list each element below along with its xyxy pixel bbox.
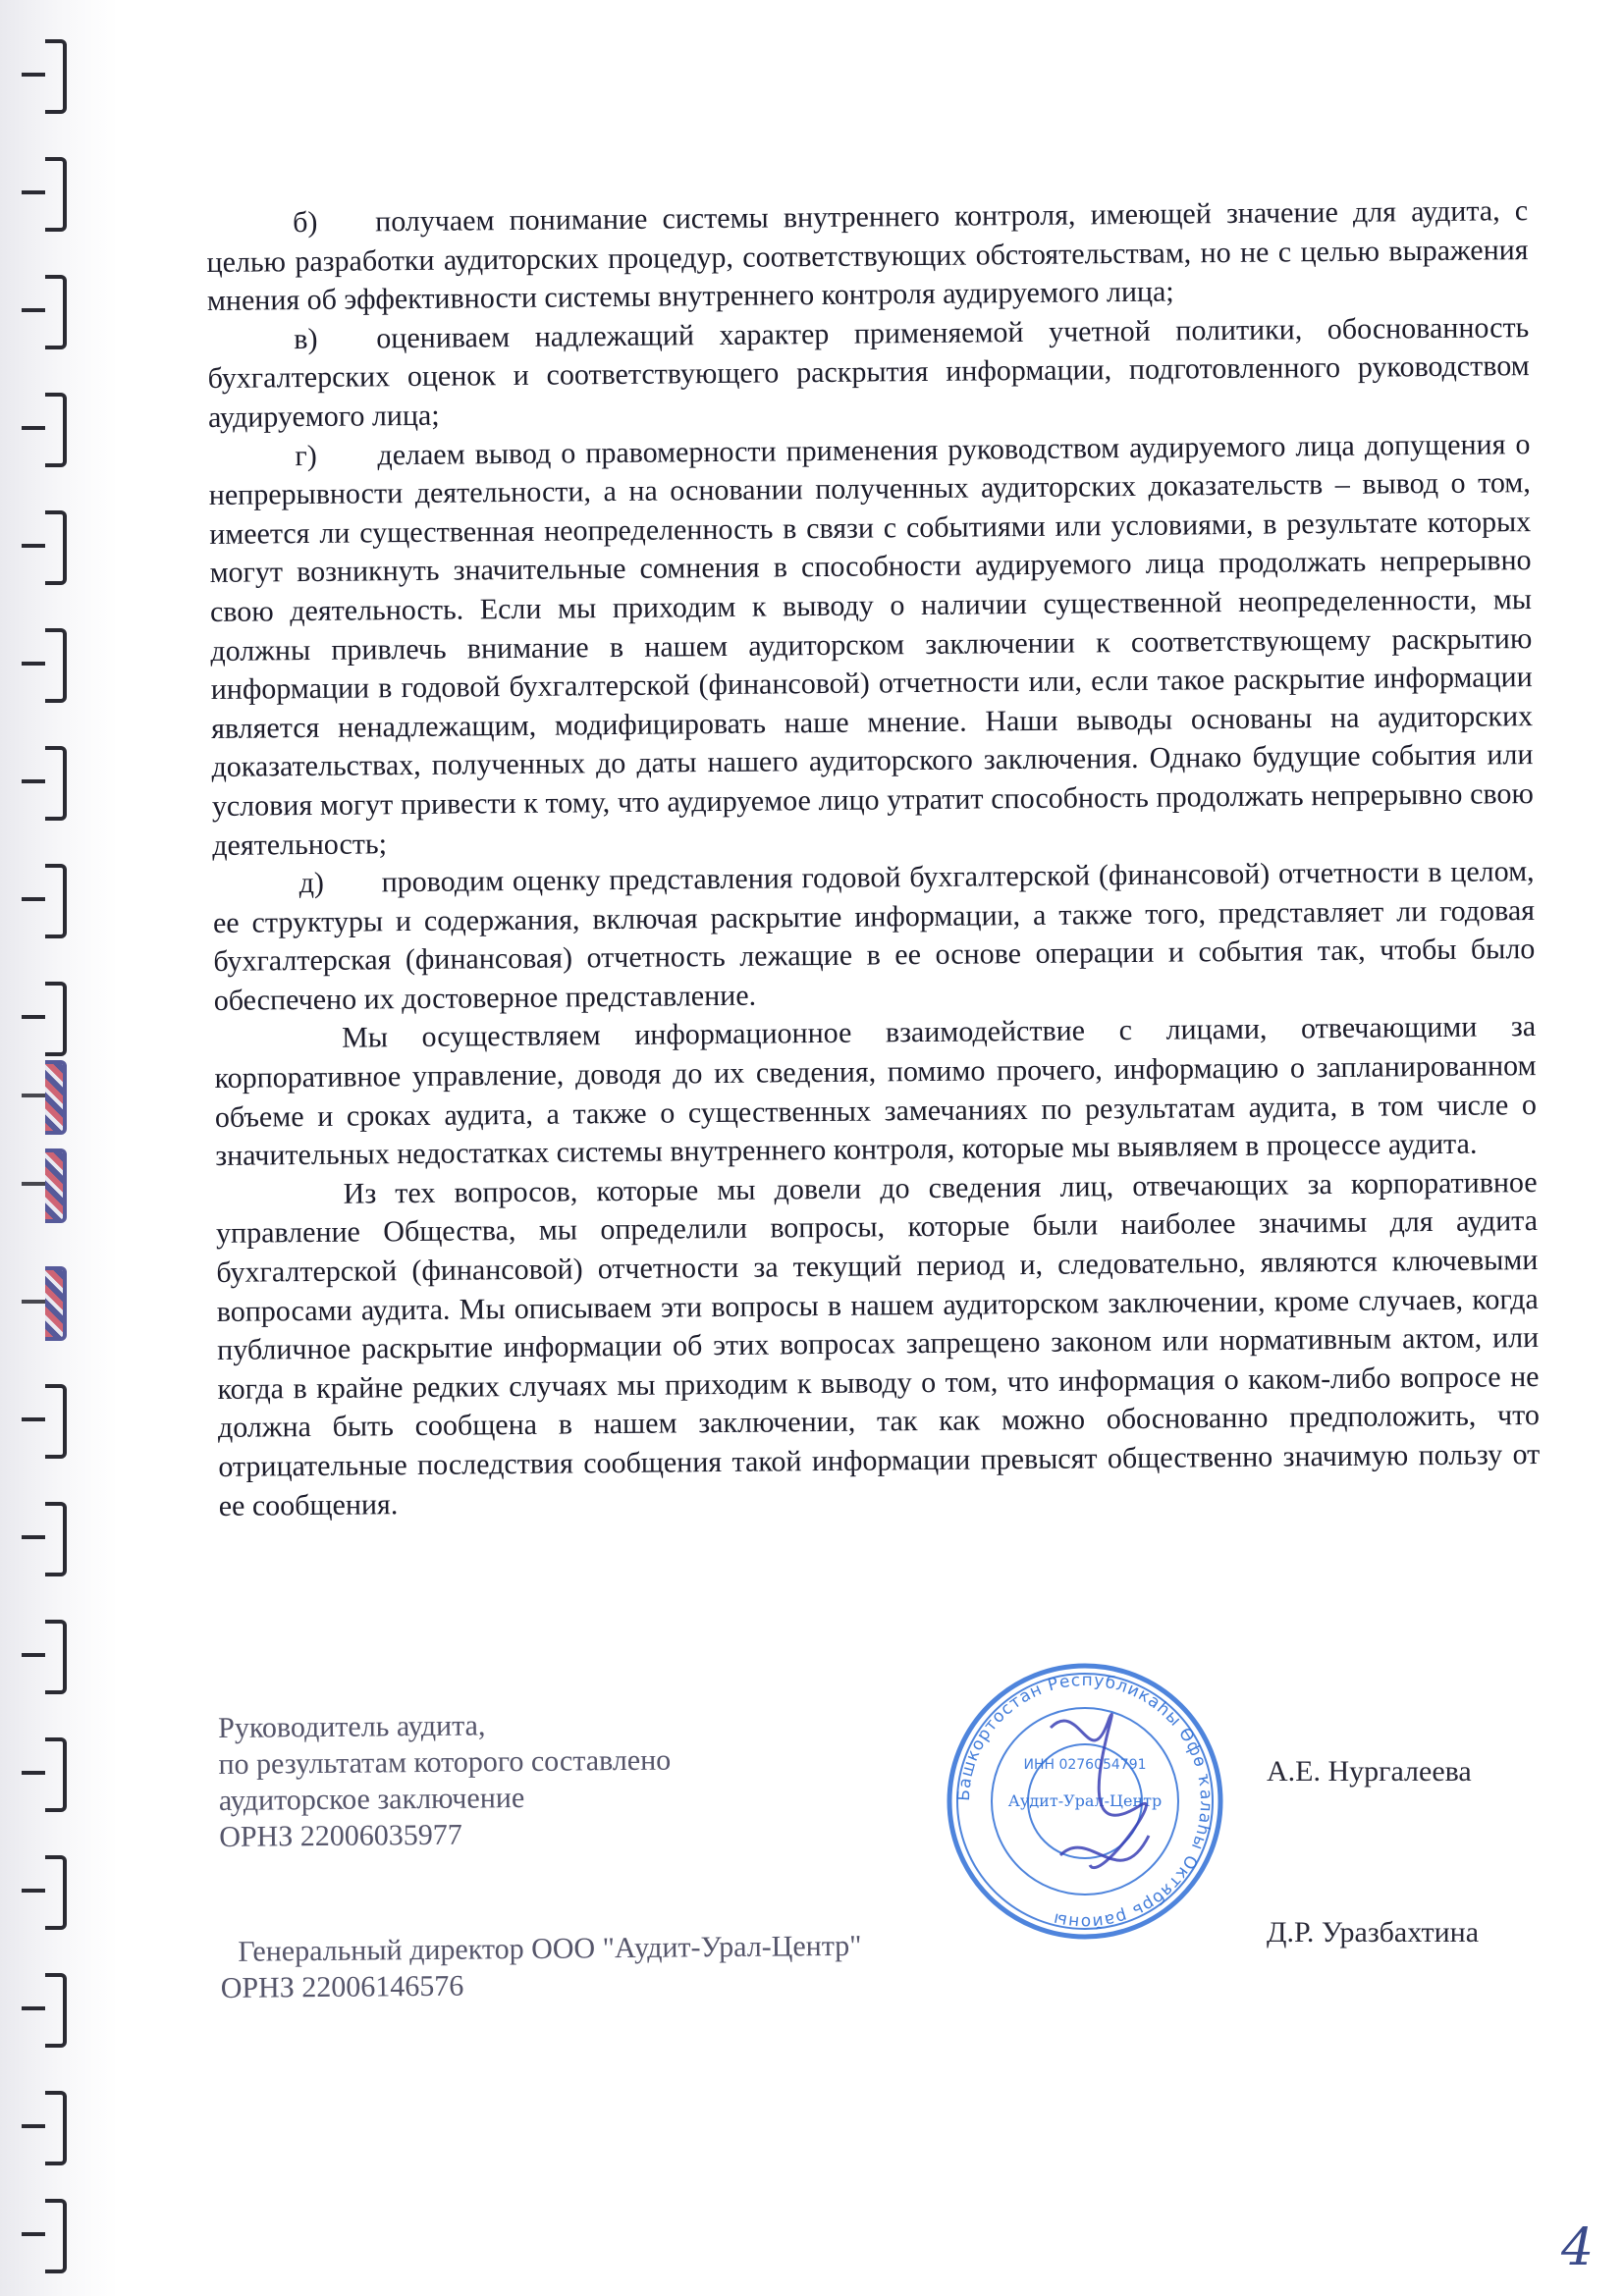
director-orn: ОРНЗ 22006146576: [220, 1969, 464, 2004]
binding-ring: [45, 1620, 67, 1694]
list-marker: в): [294, 322, 318, 355]
binding-ring: [45, 275, 67, 349]
auditor-title-line3: аудиторское заключение: [218, 1782, 525, 1817]
binding-ring: [45, 393, 67, 467]
list-marker: г): [295, 439, 317, 472]
list-item-text: оцениваем надлежащий характер применяемой учетной политики, обоснованность бухгалтерских оценок и соответствующего раскрытия информации, подготовленного руководством аудируемого лица;: [207, 310, 1530, 434]
binding-ring: [45, 1384, 67, 1459]
stamp-outer-text: Башкортостан Республикаһы Өфө ҡалаһы Октябрь районы: [953, 1670, 1217, 1933]
page-number: 4: [1561, 2218, 1595, 2277]
document-body: [206, 191, 1541, 1525]
binding-ring: [45, 1737, 67, 1812]
list-item-text: проводим оценку представления годовой бухгалтерской (финансовой) отчетности в целом, ее структуры и содержания, включая раскрытие информации, а также того, представляет ли годовая бухгалтерская (финансовая) отчетность лежащие в ее основе операции и события так, чтобы было обеспечено их достоверное представление.: [212, 855, 1536, 1017]
binding-ring: [45, 157, 67, 232]
list-item: [208, 425, 1534, 865]
list-item-text: получаем понимание системы внутреннего контроля, имеющей значение для аудита, с целью разработки аудиторских процедур, соответствующих обстоятельствам, но не с целью выражения мнения об эффективности системы внутреннего контроля аудируемого лица;: [206, 194, 1529, 318]
binding-ring: [45, 2091, 67, 2165]
director-name: Д.Р. Уразбахтина: [1267, 1916, 1480, 1949]
list-item: [212, 852, 1535, 1020]
director-title: Генеральный директор ООО "Аудит-Урал-Центр": [238, 1929, 862, 1968]
binding-ring: [45, 1060, 67, 1135]
list-item: [206, 191, 1529, 321]
binding-ring: [45, 628, 67, 703]
binding-ring: [45, 2199, 67, 2273]
binding-ring: [45, 1973, 67, 2048]
list-item: [207, 308, 1530, 438]
binding-ring: [45, 864, 67, 938]
auditor-title: Руководитель аудита,: [218, 1709, 486, 1744]
list-item-text: делаем вывод о правомерности применения руководством аудируемого лица допущения о непрерывности деятельности, а на основании полученных аудиторских доказательств – вывод о том, имеется ли существенная неопределенность в связи с событиями или условиями, в результате которых могут возникнуть значительные сомнения в способности аудируемого лица продолжать непрерывно свою деятельность. Если мы приходим к выводу о наличии существенной неопределенности, мы должны привлечь внимание в нашем аудиторском заключении к соответствующему раскрытию информации в годовой бухгалтерской (финансовой) отчетности или, если такое раскрытие информации является ненадлежащим, модифицировать наше мнение. Наши выводы основаны на аудиторских доказательствах, полученных до даты нашего аудиторского заключения. Однако будущие события или условия могут привести к тому, что аудируемое лицо утратит способность продолжать непрерывно свою деятельность;: [208, 427, 1534, 862]
auditor-name: А.Е. Нургалеева: [1267, 1755, 1472, 1788]
company-seal: [943, 1659, 1227, 1944]
binding-ring: [45, 1855, 67, 1930]
spiral-binding: [18, 39, 77, 2277]
auditor-title-line2: по результатам которого составлено: [218, 1743, 672, 1781]
binding-ring: [45, 510, 67, 585]
auditor-orn: ОРНЗ 22006035977: [219, 1818, 462, 1853]
binding-ring: [45, 746, 67, 821]
paragraph: Мы осуществляем информационное взаимодействие с лицами, отвечающими за корпоративное управление, доводя до их сведения, помимо прочего, информацию о запланированном объеме и сроках аудита, а также о существенных замечаниях по результатам аудита, в том числе о значительных недостатках системы внутреннего контроля, которые мы выявляем в процессе аудита.: [214, 1010, 1538, 1173]
binding-ring: [45, 1266, 67, 1341]
binding-ring: [45, 1502, 67, 1576]
stamp-inn: ИНН 0276054791: [1023, 1757, 1147, 1773]
binding-ring: [45, 39, 67, 114]
list-marker: б): [293, 205, 318, 240]
stamp-center-text: Аудит-Урал-Центр: [1007, 1791, 1163, 1810]
binding-ring: [45, 1148, 67, 1223]
list-marker: д): [298, 866, 325, 900]
paragraph: Из тех вопросов, которые мы довели до сведения лиц, отвечающих за корпоративное управление Общества, мы определили вопросы, которые были наиболее значимы для аудита бухгалтерской (финансовой) отчетности за текущий период и, следовательно, являются ключевыми вопросами аудита. Мы описываем эти вопросы в нашем аудиторском заключении, кроме случаев, когда публичное раскрытие информации об этих вопросах запрещено законом или нормативным актом, или когда в крайне редких случаях мы приходим к выводу о том, что информация о каком-либо вопросе не должна быть сообщена в нашем заключении, так как можно обоснованно предположить, что отрицательные последствия сообщения такой информации превысят общественно значимую пользу от ее сообщения.: [215, 1165, 1541, 1522]
signature-block: [218, 1703, 967, 2006]
binding-ring: [45, 982, 67, 1056]
